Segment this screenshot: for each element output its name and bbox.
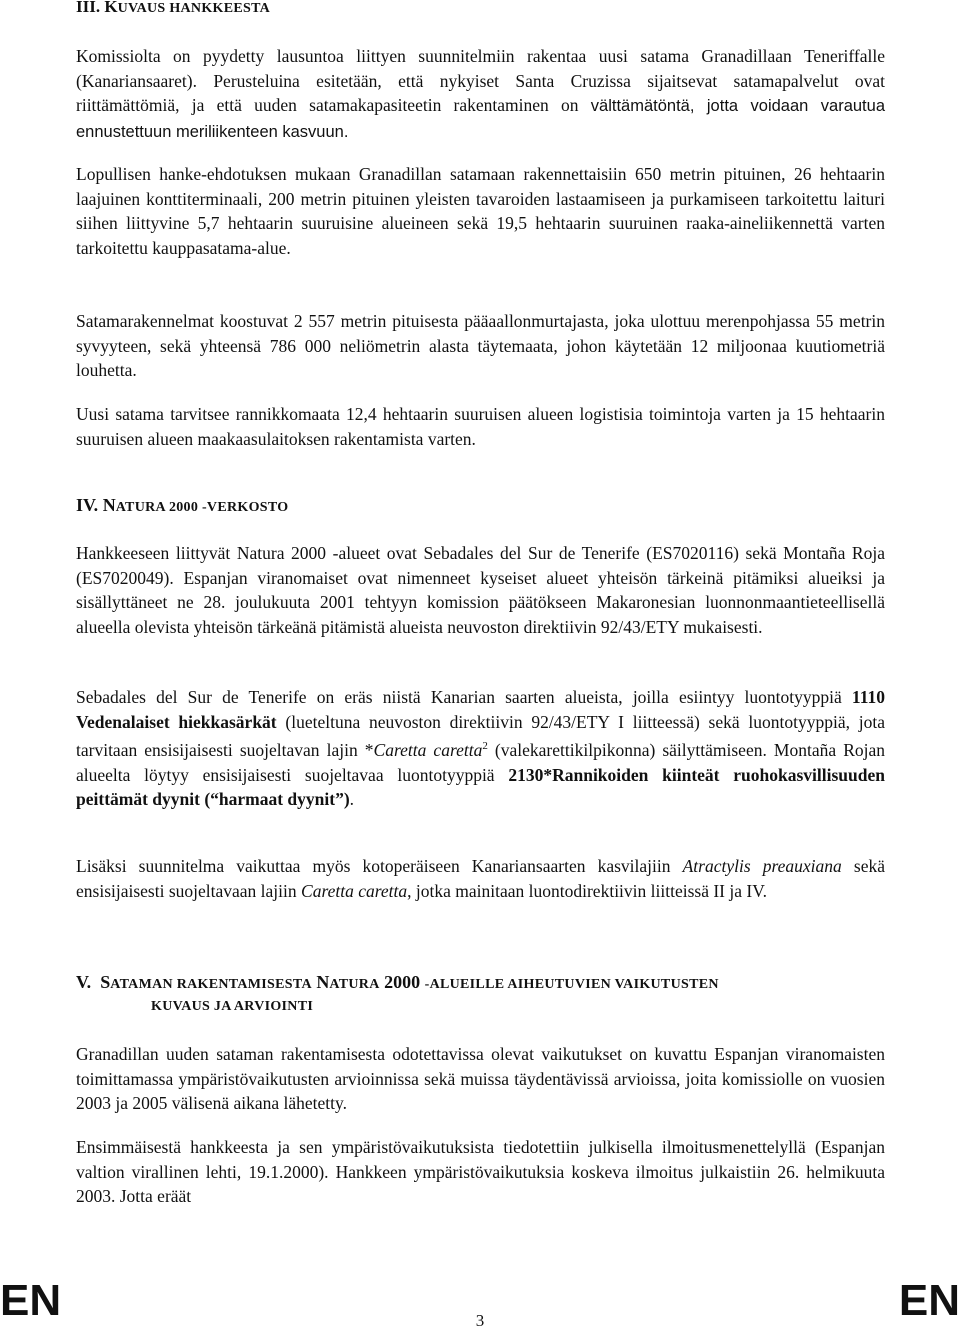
paragraph-sebadales xyxy=(76,685,885,812)
text: Sebadales del Sur de Tenerife on eräs niistä Kanarian saarten alueista, joilla esiintyy luontotyyppiä xyxy=(76,687,852,707)
paragraph-endemic-species xyxy=(76,854,885,903)
text: sekä ensisijaisesti suojeltavaan lajiin xyxy=(76,856,885,901)
text: . xyxy=(349,789,355,810)
habitat-2130: 2130*Rannikoiden kiinteät ruohokasvillisuuden peittämät dyynit (“harmaat dyynit”) xyxy=(76,764,886,810)
title-rest: ATAMAN RAKENTAMISESTA xyxy=(110,977,312,992)
paragraph-text: Komissiolta on pyydetty lausuntoa liittyen suunnitelmiin rakentaa uusi satama Granadillaan Teneriffalle (Kanariansaaret). Perusteluina esitetään, että nykyiset Santa Cruzissa sijaitsevat satamapalvelut ovat riittämättömiä, ja että uuden satamakapasiteetin rakentaminen on xyxy=(76,46,885,116)
title-rest: ATURA xyxy=(329,977,380,992)
footer-language-left: EN xyxy=(0,1276,62,1325)
section-number: IV. xyxy=(76,495,99,515)
section-heading-iii xyxy=(76,0,885,17)
section-number: III. xyxy=(76,0,101,16)
section-number: V. xyxy=(76,972,92,992)
footnote-ref: 2 xyxy=(482,740,488,753)
section-heading-v xyxy=(76,972,885,993)
section-heading-iv xyxy=(76,495,885,516)
text: (valekarettikilpikonna) säilyttämiseen. Montaña Rojan alueelta löytyy ensisijaisesti suojeltavaa luontotyyppiä xyxy=(76,740,886,785)
section-title-initial: N xyxy=(102,495,116,515)
section-title-rest: ATURA 2000 -VERKOSTO xyxy=(115,500,289,515)
text: (lueteltuna neuvoston direktiivin 92/43/ETY I liitteessä) sekä luontotyyppiä, jota tarvitaan ensisijaisesti suojeltavan lajin * xyxy=(76,711,885,761)
paragraph-impact-assessment: Granadillan uuden sataman rakentamisesta odotettavissa olevat vaikutukset on kuvattu Espanjan viranomaisten toimittamassa ympäristövaikutusten arvioinnissa sekä muissa täydentävissä arvioissa, joita komissiolle on vuosien 2003 ja 2005 välisenä aikana lähetetty. xyxy=(76,1044,885,1114)
section-heading-v-line2: KUVAUS JA ARVIOINTI xyxy=(151,999,314,1014)
text: , jotka mainitaan luontodirektiivin liitteissä II ja IV. xyxy=(407,880,767,901)
habitat-1110: 1110 Vedenalaiset hiekkasärkät xyxy=(76,687,885,732)
paragraph-coastal-land: Uusi satama tarvitsee rannikkomaata 12,4 hehtaarin suuruisen alueen logistisia toimintoja varten ja 15 hehtaarin suuruisen alueen maakaasulaitoksen rakentamista varten. xyxy=(76,404,885,449)
species-name: Caretta caretta xyxy=(301,880,408,901)
title-year: 2000 xyxy=(384,972,421,992)
title-rest: -ALUEILLE AIHEUTUVIEN VAIKUTUSTEN xyxy=(424,977,719,992)
title-initial: S xyxy=(100,972,111,992)
title-initial: N xyxy=(316,972,330,992)
section-title-rest: UVAUS HANKKEESTA xyxy=(117,1,271,16)
section-title-initial: K xyxy=(104,0,118,16)
footer-language-right: EN xyxy=(898,1276,960,1325)
page-number: 3 xyxy=(475,1311,485,1330)
species-name: Caretta caretta xyxy=(373,740,483,761)
paragraph-project-request xyxy=(76,44,885,144)
paragraph-natura-sites: Hankkeeseen liittyvät Natura 2000 -alueet ovat Sebadales del Sur de Tenerife (ES7020116) sekä Montaña Roja (ES7020049). Espanjan viranomaiset ovat nimenneet kyseiset alueet yhteisön tärkeinä pitämiksi alueiksi ja sisällyttäneet ne 28. joulukuuta 2001 tehtyyn komission päätökseen Makaronesian luonnonmaantieteellisellä alueella olevista yhteisön tärkeänä pitämistä alueista neuvoston direktiivin 92/43/ETY mukaisesti. xyxy=(76,543,885,637)
paragraph-first-project: Ensimmäisestä hankkeesta ja sen ympäristövaikutuksista tiedotettiin julkisella ilmoitusmenettelyllä (Espanjan valtion virallinen lehti, 19.1.2000). Hankkeen ympäristövaikutuksia koskeva ilmoitus julkaistiin 26. helmikuuta 2003. Jotta eräät xyxy=(76,1137,885,1207)
text: Lisäksi suunnitelma vaikuttaa myös kotoperäiseen Kanariansaarten kasvilajiin xyxy=(76,856,683,876)
paragraph-text-sans: välttämätöntä, jotta voidaan varautua ennustettuun meriliikenteen kasvuun. xyxy=(76,97,885,141)
species-name: Atractylis preauxiana xyxy=(682,856,842,876)
paragraph-project-proposal: Lopullisen hanke-ehdotuksen mukaan Granadillan satamaan rakennettaisiin 650 metrin pituinen, 26 hehtaarin laajuinen konttiterminaali, 200 metrin pituinen yleisten tavaroiden lastaamiseen ja purkamiseen tarkoitettu laituri siihen liittyvine 5,7 hehtaarin suuruisine alueineen sekä 19,5 hehtaarin suuruinen raaka-aineliikennettä varten tarkoitettu kauppasatama-alue. xyxy=(76,164,885,258)
paragraph-port-structures: Satamarakennelmat koostuvat 2 557 metrin pituisesta pääaallonmurtajasta, joka ulottuu merenpohjassa 55 metrin syvyyteen, sekä yhteensä 786 000 neliömetrin alasta täytemaata, johon käytetään 12 miljoonaa kuutiometriä louhetta. xyxy=(76,311,885,381)
